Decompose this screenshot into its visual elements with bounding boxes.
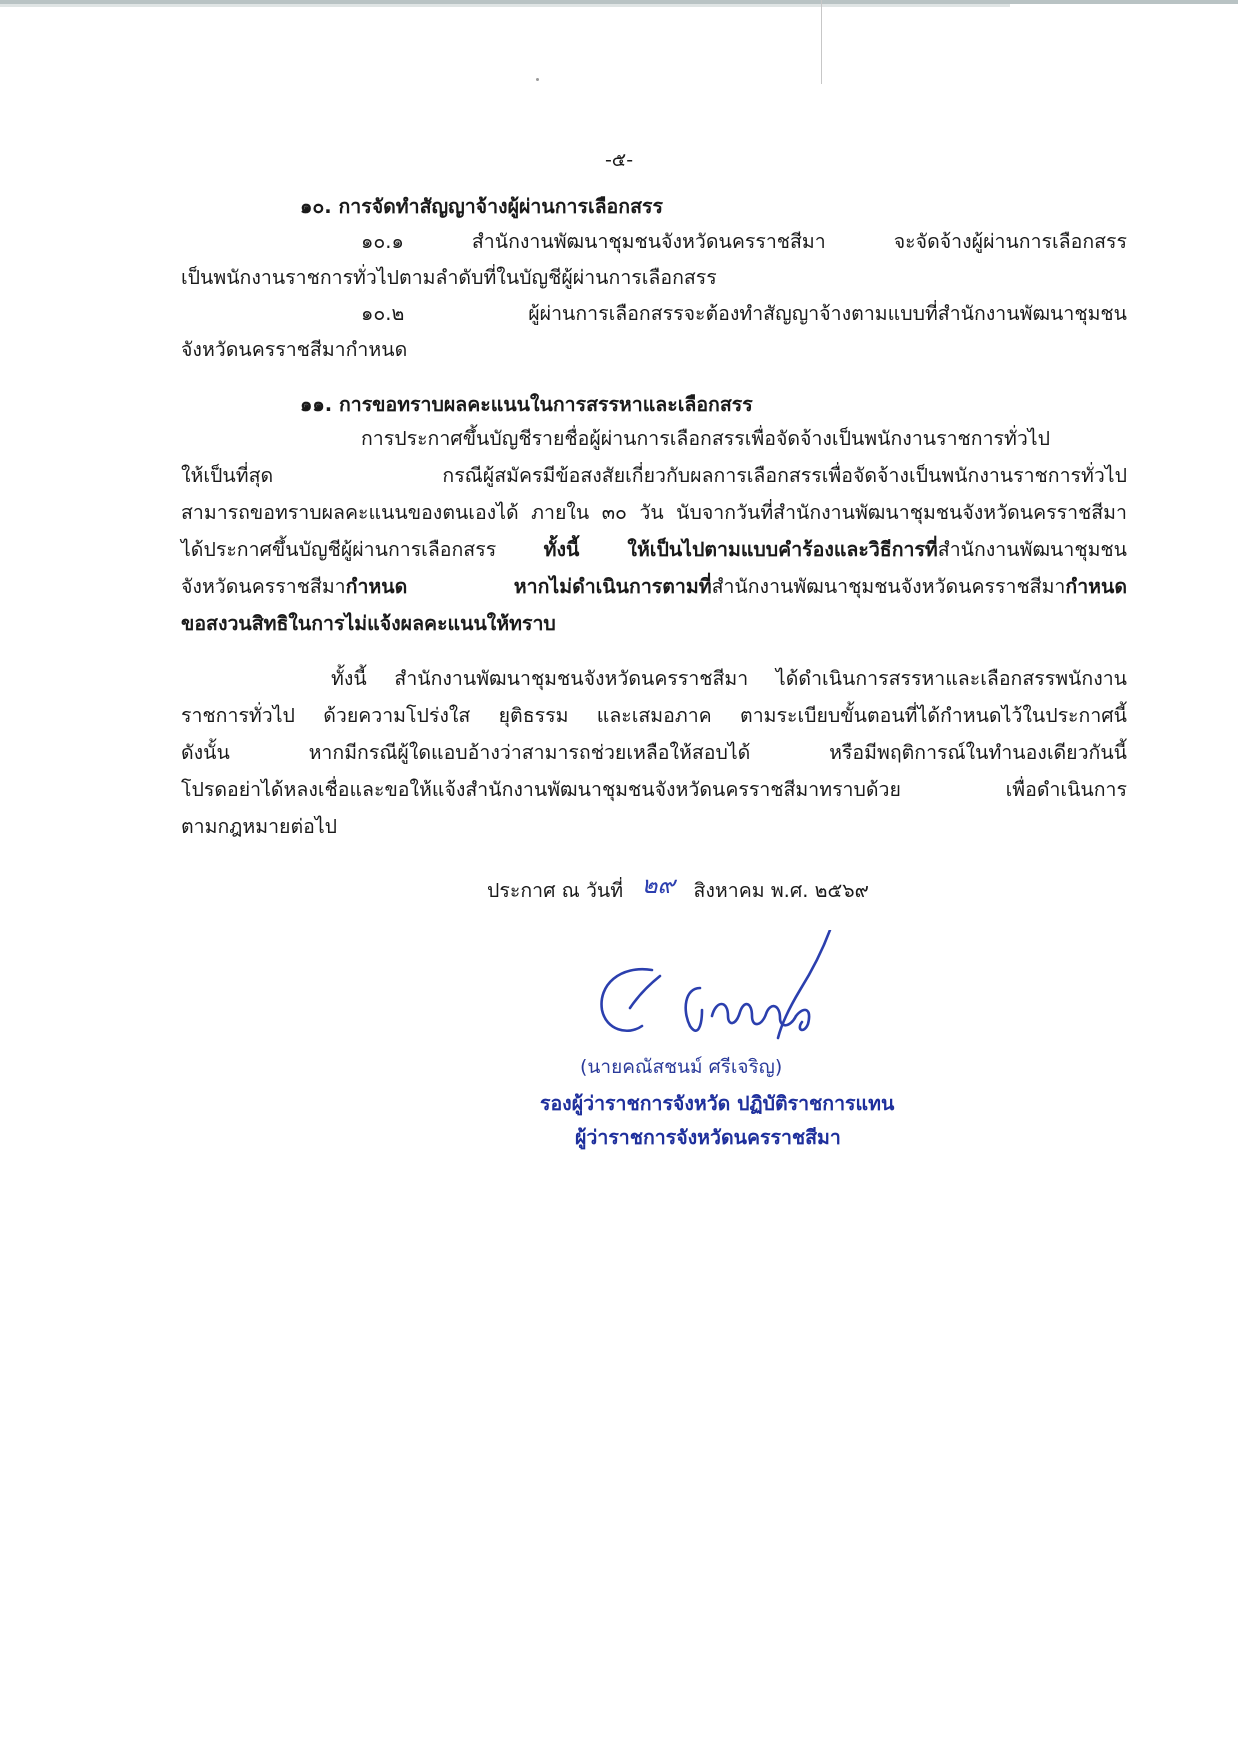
- page-number: -๕-: [604, 149, 634, 171]
- signatory-position-2: ผู้ว่าราชการจังหวัดนครราชสีมา: [575, 1126, 841, 1149]
- section-11-line2: ให้เป็นที่สุด กรณีผู้สมัครมีข้อสงสัยเกี่ยวกับผลการเลือกสรรเพื่อจัดจ้างเป็นพนักงานราชการทั่วไป: [181, 464, 1127, 487]
- handwritten-signature: [590, 930, 840, 1050]
- signatory-position-1: รองผู้ว่าราชการจังหวัด ปฏิบัติราชการแทน: [540, 1092, 895, 1115]
- section-11-line3: สามารถขอทราบผลคะแนนของตนเองได้ ภายใน ๓๐ วัน นับจากวันที่สำนักงานพัฒนาชุมชนจังหวัดนครราชสีมา: [181, 501, 1127, 524]
- closing-line3: ดังนั้น หากมีกรณีผู้ใดแอบอ้างว่าสามารถช่วยเหลือให้สอบได้ หรือมีพฤติการณ์ในทำนองเดียวกันนี้: [181, 741, 1127, 764]
- closing-line5: ตามกฎหมายต่อไป: [181, 815, 338, 838]
- section-11-line5: จังหวัดนครราชสีมากำหนด หากไม่ดำเนินการตามที่สำนักงานพัฒนาชุมชนจังหวัดนครราชสีมากำหนด: [181, 575, 1127, 598]
- section-11-line1: การประกาศขึ้นบัญชีรายชื่อผู้ผ่านการเลือกสรรเพื่อจัดจ้างเป็นพนักงานราชการทั่วไป: [361, 427, 1050, 450]
- section-10-2-line1: ๑๐.๒ ผู้ผ่านการเลือกสรรจะต้องทำสัญญาจ้างตามแบบที่สำนักงานพัฒนาชุมชน: [361, 302, 1127, 325]
- closing-line1: ทั้งนี้ สำนักงานพัฒนาชุมชนจังหวัดนครราชสีมา ได้ดำเนินการสรรหาและเลือกสรรพนักงาน: [331, 667, 1127, 690]
- announcement-date: [487, 871, 869, 906]
- closing-line4: โปรดอย่าได้หลงเชื่อและขอให้แจ้งสำนักงานพัฒนาชุมชนจังหวัดนครราชสีมาทราบด้วย เพื่อดำเนินการ: [181, 778, 1127, 801]
- signatory-name: (นายคณัสชนม์ ศรีเจริญ): [580, 1056, 783, 1078]
- scan-edge-shadow: [0, 4, 1010, 7]
- section-11-line6: ขอสงวนสิทธิในการไม่แจ้งผลคะแนนให้ทราบ: [181, 612, 556, 635]
- scan-artifact-line: [821, 0, 822, 84]
- section-10-heading: ๑๐. การจัดทำสัญญาจ้างผู้ผ่านการเลือกสรร: [300, 195, 663, 218]
- section-11-heading: ๑๑. การขอทราบผลคะแนนในการสรรหาและเลือกสรร: [300, 393, 753, 416]
- section-10-2-line2: จังหวัดนครราชสีมากำหนด: [181, 338, 408, 361]
- section-11-line4: ได้ประกาศขึ้นบัญชีผู้ผ่านการเลือกสรร ทั้งนี้ ให้เป็นไปตามแบบคำร้องและวิธีการที่สำนักงานพัฒนาชุมชน: [181, 538, 1127, 561]
- announcement-suffix: สิงหาคม พ.ศ. ๒๕๖๙: [693, 879, 869, 902]
- announcement-prefix: ประกาศ ณ วันที่: [487, 879, 624, 902]
- section-10-1-line1: ๑๐.๑ สำนักงานพัฒนาชุมชนจังหวัดนครราชสีมา จะจัดจ้างผู้ผ่านการเลือกสรร: [361, 230, 1127, 253]
- scan-dust: [536, 78, 539, 81]
- closing-line2: ราชการทั่วไป ด้วยความโปร่งใส ยุติธรรม และเสมอภาค ตามระเบียบขั้นตอนที่ได้กำหนดไว้ในประกาศนี้: [181, 704, 1127, 727]
- section-10-1-line2: เป็นพนักงานราชการทั่วไปตามลำดับที่ในบัญชีผู้ผ่านการเลือกสรร: [181, 266, 717, 289]
- handwritten-day: ๒๙: [641, 871, 675, 899]
